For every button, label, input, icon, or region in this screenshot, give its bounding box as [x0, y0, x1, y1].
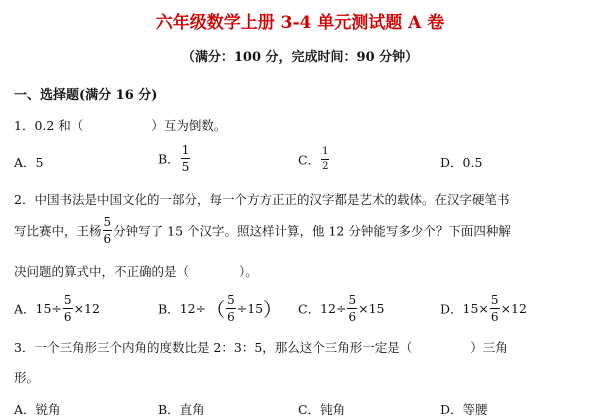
question-1-text-start: 1．0.2 和（	[14, 118, 84, 133]
q2-option-d-end: ×12	[500, 301, 527, 316]
question-2-line-3: 决问题的算式中，不正确的是（ ）。	[14, 264, 258, 279]
q1-option-b-fraction	[181, 144, 191, 173]
fraction-numerator: 5	[348, 293, 357, 307]
fraction-denominator: 2	[322, 161, 329, 172]
fraction-bar	[103, 230, 113, 231]
q1-option-c-fraction	[321, 147, 329, 172]
question-2-line-1: 2．中国书法是中国文化的一部分，每一个方方正正的汉字都是艺术的载体。在汉字硬笔书	[14, 192, 510, 207]
q1-option-d: D．0.5	[440, 155, 483, 170]
q1-option-c-label: C．	[298, 152, 321, 168]
q2-option-a-end: ×12	[73, 301, 100, 316]
question-2-fraction	[103, 216, 113, 245]
q2-option-d-start: 15×	[462, 301, 489, 316]
fraction-bar	[63, 308, 73, 309]
fraction-denominator: 6	[348, 310, 357, 324]
fraction-numerator: 5	[63, 293, 72, 307]
q3-option-b: B．直角	[158, 402, 205, 417]
q2-option-b-fraction	[226, 294, 236, 323]
q2-option-a-start: 15÷	[35, 301, 62, 316]
document-title: 六年级数学上册 3-4 单元测试题 A 卷	[155, 13, 445, 33]
q2-option-d-fraction	[490, 294, 500, 323]
fraction-bar	[347, 308, 357, 309]
question-3-line-1	[14, 338, 508, 356]
q3-option-d: D．等腰	[440, 402, 488, 417]
q1-option-a: A．5	[14, 155, 44, 170]
fraction-denominator: 6	[63, 310, 72, 324]
fraction-numerator: 5	[103, 215, 112, 229]
q2-option-c-start: 12÷	[320, 301, 347, 316]
fraction-bar	[321, 159, 329, 160]
fraction-numerator: 1	[322, 146, 329, 157]
q2-option-b-paren-open: （	[206, 299, 226, 321]
question-3-line-1-end: ）三角	[470, 340, 508, 355]
question-3-line-1-start: 3．一个三角形三个内角的度数比是 2：3：5，那么这个三角形一定是（	[14, 340, 413, 355]
fraction-denominator: 6	[227, 310, 235, 324]
q2-option-c-fraction	[347, 294, 357, 323]
q2-option-a-label: A．	[14, 301, 36, 317]
q2-option-b-label: B．	[158, 301, 180, 317]
fraction-bar	[226, 308, 236, 309]
fraction-bar	[181, 158, 191, 159]
q2-option-b	[158, 294, 282, 323]
document-subtitle: （满分：100 分，完成时间：90 分钟）	[181, 50, 419, 65]
question-3-line-2: 形。	[14, 370, 40, 385]
question-2-line-2-start: 写比赛中，王杨	[14, 223, 102, 239]
fraction-numerator: 5	[490, 293, 499, 307]
question-2-line-2	[14, 216, 511, 245]
q2-option-a-fraction	[63, 294, 73, 323]
section-heading: 一、选择题(满分 16 分)	[14, 88, 158, 103]
q3-option-c: C．钝角	[298, 402, 346, 417]
question-1	[14, 116, 226, 134]
q2-option-a	[14, 294, 100, 323]
q1-option-b-label: B．	[158, 151, 180, 167]
q2-option-c-label: C．	[298, 301, 321, 317]
fraction-numerator: 1	[181, 143, 190, 157]
fraction-denominator: 6	[490, 310, 499, 324]
fraction-numerator: 5	[227, 293, 235, 307]
q2-option-c-end: ×15	[358, 301, 385, 316]
q2-option-d-label: D．	[440, 301, 463, 317]
q3-option-a: A．锐角	[14, 402, 61, 417]
q1-option-c	[298, 147, 330, 172]
question-1-text-end: ）互为倒数。	[151, 118, 227, 133]
q1-option-b	[158, 144, 191, 173]
fraction-bar	[490, 308, 500, 309]
fraction-denominator: 6	[103, 232, 112, 246]
q2-option-b-start: 12÷	[179, 301, 207, 316]
q2-option-b-end: ÷15	[236, 301, 264, 316]
q2-option-c	[298, 294, 385, 323]
q2-option-d	[440, 294, 527, 323]
question-2-line-2-end: 分钟写了 15 个汉字。照这样计算，他 12 分钟能写多少个？下面四种解	[113, 223, 511, 239]
fraction-denominator: 5	[181, 160, 190, 174]
q2-option-b-paren-close: ）	[263, 299, 283, 321]
